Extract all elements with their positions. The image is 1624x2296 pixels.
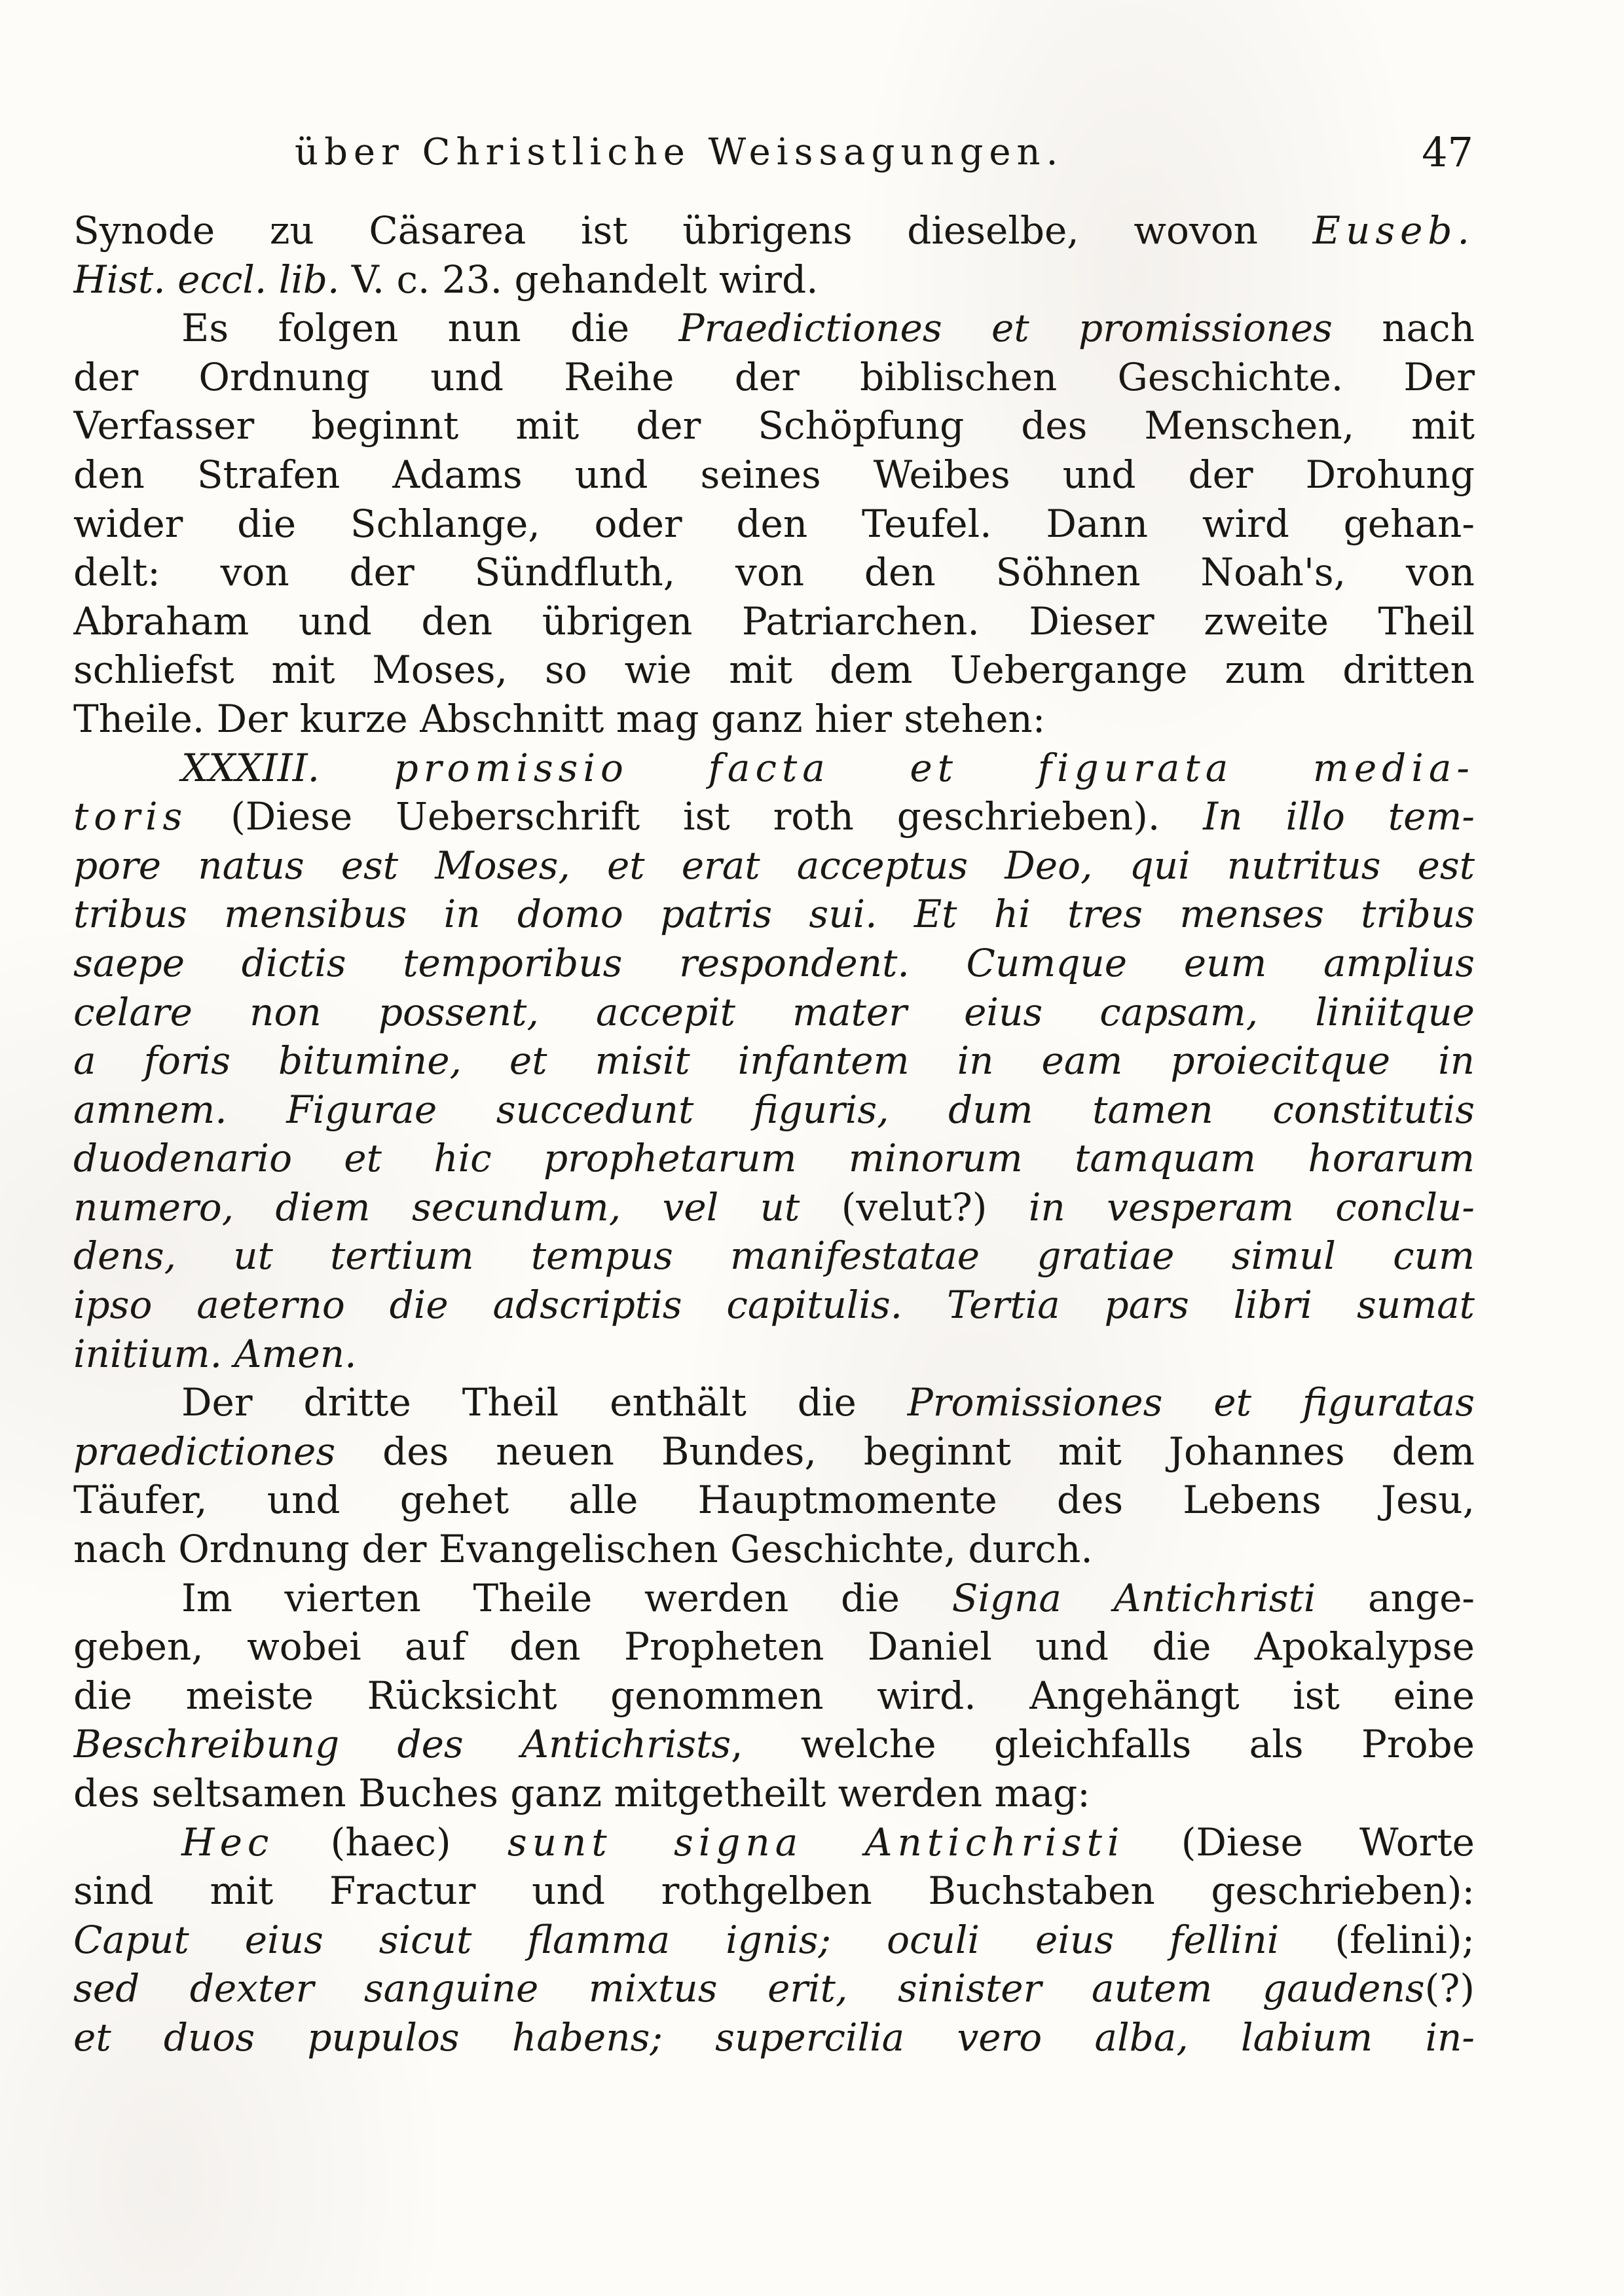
text-segment: nach Ordnung der Evangelischen Geschichte, durch. <box>73 1527 1093 1572</box>
text-line <box>73 1671 1475 1721</box>
emphasized-text: saepe dictis temporibus respondent. Cumque eum amplius <box>73 940 1475 985</box>
text-line <box>73 206 1475 255</box>
text-segment: Der dritte Theil enthält die <box>181 1380 908 1425</box>
text-line <box>73 1720 1475 1769</box>
text-segment: schliefst mit Moses, so wie mit dem Uebergange zum dritten <box>73 647 1475 693</box>
text-line <box>73 1036 1475 1085</box>
running-title: über Christliche Weissagungen. <box>295 131 1064 173</box>
text-segment: (haec) <box>274 1819 507 1865</box>
text-segment: Theile. Der kurze Abschnitt mag ganz hier stehen: <box>73 696 1046 741</box>
text-segment: delt: von der Sündfluth, von den Söhnen Noah's, von <box>73 550 1475 595</box>
text-line <box>73 792 1475 841</box>
text-line <box>73 841 1475 890</box>
emphasized-text: Euseb. <box>1312 208 1475 253</box>
text-segment: den Strafen Adams und seines Weibes und der Drohung <box>73 452 1475 497</box>
emphasized-text: Praedictiones et promissiones <box>678 306 1333 351</box>
emphasized-text: a foris bitumine, et misit infantem in eam proiecitque in <box>73 1038 1475 1084</box>
text-line <box>73 1134 1475 1183</box>
text-line <box>73 1574 1475 1623</box>
text-segment: Es folgen nun die <box>181 306 679 351</box>
text-segment: nach <box>1332 306 1475 351</box>
emphasized-text: Caput eius sicut flamma ignis; oculi eius fellini <box>73 1917 1280 1962</box>
text-segment: des seltsamen Buches ganz mitgetheilt werden mag: <box>73 1771 1090 1815</box>
emphasized-text: Hec <box>181 1819 274 1865</box>
emphasized-text: toris <box>73 794 188 839</box>
text-line <box>73 1330 1475 1379</box>
emphasized-text: et duos pupulos habens; supercilia vero alba, labium in- <box>73 2014 1475 2060</box>
body-text <box>73 206 1475 2062</box>
text-segment: V. c. 23. gehandelt wird. <box>339 257 819 302</box>
text-segment: , welche gleichfalls als Probe <box>731 1722 1475 1767</box>
page-header <box>295 128 1473 183</box>
text-segment: (?) <box>1424 1966 1475 2011</box>
emphasized-text: celare non possent, accepit mater eius capsam, liniitque <box>73 989 1475 1034</box>
text-segment: der Ordnung und Reihe der biblischen Geschichte. Der <box>73 354 1475 399</box>
emphasized-text: In illo tem- <box>1203 794 1475 839</box>
emphasized-text: Beschreibung des Antichrists <box>73 1722 731 1767</box>
text-segment: die meiste Rücksicht genommen wird. Angehängt ist eine <box>73 1673 1475 1718</box>
text-segment: Abraham und den übrigen Patriarchen. Dieser zweite Theil <box>73 598 1475 644</box>
text-segment: Verfasser beginnt mit der Schöpfung des Menschen, mit <box>73 403 1475 448</box>
text-segment: Täufer, und gehet alle Hauptmomente des Lebens Jesu, <box>73 1478 1475 1523</box>
text-segment: Im vierten Theile werden die <box>181 1575 952 1620</box>
text-line <box>73 988 1475 1037</box>
emphasized-text: Hist. eccl. lib. <box>73 257 340 302</box>
text-segment: (velut?) <box>800 1184 1029 1230</box>
text-segment: geben, wobei auf den Propheten Daniel und die Apokalypse <box>73 1624 1475 1669</box>
text-line <box>73 2013 1475 2062</box>
text-segment: sind mit Fractur und rothgelben Buchstaben geschrieben): <box>73 1868 1475 1914</box>
emphasized-text: tribus mensibus in domo patris sui. Et hi tres menses tribus <box>73 892 1475 937</box>
text-segment: wider die Schlange, oder den Teufel. Dann wird gehan- <box>73 501 1475 546</box>
text-line <box>73 1525 1475 1574</box>
text-line <box>73 450 1475 500</box>
text-line <box>73 939 1475 988</box>
text-line <box>73 646 1475 695</box>
text-segment: ange- <box>1316 1575 1475 1620</box>
emphasized-text: amnem. Figurae succedunt figuris, dum tamen constitutis <box>73 1087 1475 1132</box>
text-line <box>73 1769 1475 1818</box>
text-line <box>73 1085 1475 1135</box>
emphasized-text: initium. Amen. <box>73 1331 357 1376</box>
emphasized-text: XXXIII. <box>181 745 320 790</box>
text-segment: (felini); <box>1279 1917 1475 1962</box>
text-line <box>73 1867 1475 1916</box>
text-line <box>73 744 1475 793</box>
emphasized-text: in vesperam conclu- <box>1028 1184 1475 1230</box>
text-line <box>73 1183 1475 1232</box>
text-line <box>73 353 1475 402</box>
text-line <box>73 695 1475 744</box>
emphasized-text: Promissiones et figuratas <box>907 1380 1475 1425</box>
emphasized-text: praedictiones <box>73 1429 336 1474</box>
text-segment: (Diese Worte <box>1124 1819 1475 1865</box>
text-segment: (Diese Ueberschrift ist roth geschrieben). <box>187 794 1204 839</box>
page-number: 47 <box>1422 128 1473 176</box>
text-segment: des neuen Bundes, beginnt mit Johannes dem <box>335 1429 1475 1474</box>
emphasized-text: dens, ut tertium tempus manifestatae gratiae simul cum <box>73 1233 1475 1279</box>
text-line <box>73 597 1475 646</box>
text-line <box>73 1427 1475 1476</box>
text-line <box>73 1916 1475 1965</box>
emphasized-text: ipso aeterno die adscriptis capitulis. Tertia pars libri sumat <box>73 1283 1475 1328</box>
emphasized-text: sed dexter sanguine mixtus erit, sinister autem gaudens <box>73 1966 1425 2011</box>
emphasized-text: Signa Antichristi <box>951 1575 1316 1620</box>
text-segment <box>320 746 394 790</box>
text-line <box>73 1231 1475 1281</box>
text-line <box>73 548 1475 597</box>
text-segment: Synode zu Cäsarea ist übrigens dieselbe, wovon <box>73 208 1313 253</box>
emphasized-text: sunt signa Antichristi <box>507 1819 1125 1865</box>
emphasized-text: promissio facta et figurata media- <box>394 745 1475 790</box>
emphasized-text: duodenario et hic prophetarum minorum tamquam horarum <box>73 1136 1475 1181</box>
text-line <box>73 1964 1475 2013</box>
text-line <box>73 255 1475 304</box>
text-line <box>73 1476 1475 1525</box>
text-line <box>73 1622 1475 1671</box>
text-line <box>73 1818 1475 1867</box>
emphasized-text: numero, diem secundum, vel ut <box>73 1184 800 1230</box>
text-line <box>73 1378 1475 1427</box>
text-line <box>73 1281 1475 1330</box>
text-line <box>73 304 1475 353</box>
text-line <box>73 500 1475 549</box>
emphasized-text: pore natus est Moses, et erat acceptus Deo, qui nutritus est <box>73 843 1475 888</box>
text-line <box>73 401 1475 450</box>
text-line <box>73 890 1475 939</box>
